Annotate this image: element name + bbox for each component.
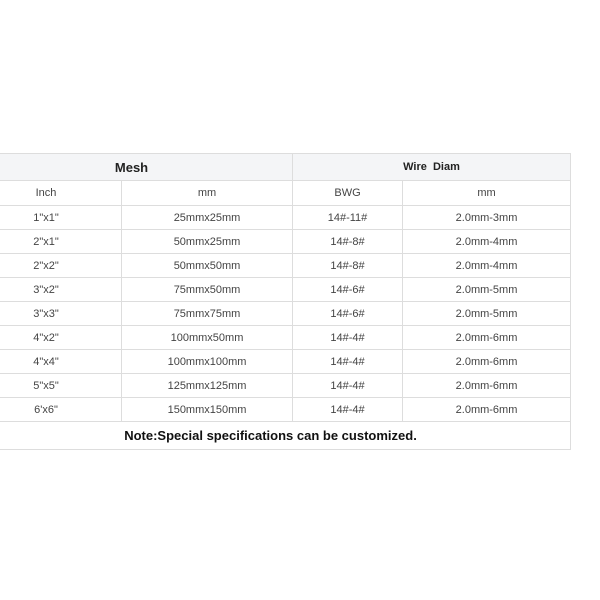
inch-cell: 3"x2" bbox=[0, 278, 122, 302]
mesh-mm-cell: 75mmx75mm bbox=[122, 302, 293, 326]
mesh-mm-cell: 125mmx125mm bbox=[122, 374, 293, 398]
mesh-mm-cell: 100mmx100mm bbox=[122, 350, 293, 374]
bwg-cell: 14#-8# bbox=[293, 254, 403, 278]
wire-mm-cell: 2.0mm-5mm bbox=[403, 278, 571, 302]
mesh-mm-cell: 50mmx50mm bbox=[122, 254, 293, 278]
customization-note: Note:Special specifications can be customized. bbox=[0, 422, 571, 450]
table-row bbox=[0, 326, 571, 350]
bwg-cell: 14#-11# bbox=[293, 206, 403, 230]
bwg-header: BWG bbox=[293, 181, 403, 206]
mesh-mm-cell: 100mmx50mm bbox=[122, 326, 293, 350]
inch-cell: 3"x3" bbox=[0, 302, 122, 326]
table-row bbox=[0, 278, 571, 302]
mesh-mm-cell: 75mmx50mm bbox=[122, 278, 293, 302]
bwg-cell: 14#-8# bbox=[293, 230, 403, 254]
mesh-group-header: Mesh bbox=[0, 154, 293, 181]
mesh-spec-table bbox=[0, 153, 571, 450]
inch-cell: 2"x2" bbox=[0, 254, 122, 278]
table-row bbox=[0, 398, 571, 422]
wire-mm-header: mm bbox=[403, 181, 571, 206]
inch-cell: 1"x1" bbox=[0, 206, 122, 230]
table-row bbox=[0, 206, 571, 230]
bwg-cell: 14#-4# bbox=[293, 374, 403, 398]
table-row bbox=[0, 350, 571, 374]
wire-mm-cell: 2.0mm-5mm bbox=[403, 302, 571, 326]
sub-header-row bbox=[0, 181, 571, 206]
bwg-cell: 14#-4# bbox=[293, 350, 403, 374]
inch-header: Inch bbox=[0, 181, 122, 206]
mesh-mm-cell: 150mmx150mm bbox=[122, 398, 293, 422]
wire-mm-cell: 2.0mm-4mm bbox=[403, 230, 571, 254]
bwg-cell: 14#-6# bbox=[293, 278, 403, 302]
inch-cell: 4"x4" bbox=[0, 350, 122, 374]
wire-mm-cell: 2.0mm-6mm bbox=[403, 398, 571, 422]
mesh-mm-cell: 25mmx25mm bbox=[122, 206, 293, 230]
wire-diam-group-header: Wire Diam bbox=[293, 154, 571, 181]
note-row bbox=[0, 422, 571, 450]
wire-mm-cell: 2.0mm-4mm bbox=[403, 254, 571, 278]
wire-mm-cell: 2.0mm-6mm bbox=[403, 374, 571, 398]
bwg-cell: 14#-4# bbox=[293, 326, 403, 350]
inch-cell: 2"x1" bbox=[0, 230, 122, 254]
wire-mm-cell: 2.0mm-6mm bbox=[403, 326, 571, 350]
inch-cell: 6'x6" bbox=[0, 398, 122, 422]
table-row bbox=[0, 302, 571, 326]
mesh-mm-cell: 50mmx25mm bbox=[122, 230, 293, 254]
inch-cell: 4"x2" bbox=[0, 326, 122, 350]
mesh-mm-header: mm bbox=[122, 181, 293, 206]
inch-cell: 5"x5" bbox=[0, 374, 122, 398]
bwg-cell: 14#-4# bbox=[293, 398, 403, 422]
group-header-row bbox=[0, 154, 571, 181]
table-row bbox=[0, 230, 571, 254]
wire-mm-cell: 2.0mm-3mm bbox=[403, 206, 571, 230]
table-row bbox=[0, 254, 571, 278]
bwg-cell: 14#-6# bbox=[293, 302, 403, 326]
table-row bbox=[0, 374, 571, 398]
wire-mm-cell: 2.0mm-6mm bbox=[403, 350, 571, 374]
